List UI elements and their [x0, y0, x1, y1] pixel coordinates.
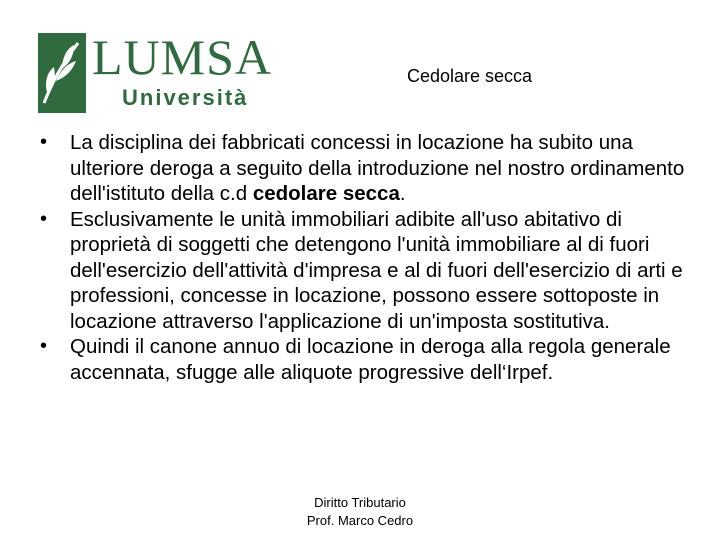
- bullet-bold-text: cedolare secca: [252, 182, 400, 205]
- bullet-marker: •: [40, 207, 48, 230]
- lumsa-leaf-emblem: [38, 33, 86, 113]
- bullet-marker: •: [40, 335, 48, 357]
- bullet-text: Quindi il canone annuo di locazione in deroga alla regola generale accennata, sfugge alle aliquote progressive dell‘Irpef.: [70, 335, 671, 384]
- bullet-item: [40, 130, 688, 207]
- bullet-marker: •: [40, 131, 48, 153]
- bullet-text-end: .: [399, 182, 406, 205]
- slide-footer: [260, 494, 460, 530]
- bullet-item: [40, 207, 688, 335]
- slide-title: Cedolare secca: [407, 66, 533, 86]
- bullet-text: Esclusivamente le unità immobiliari adibite all'uso abitativo di proprietà di soggetti che detengono l'unità immobiliare al di fuori dell'esercizio dell'attività d'impresa e al di fuori dell'esercizio di arti e professioni, concesse in locazione, possono essere sottoposte in locazione attraverso l'applicazione di un'imposta sostitutiva.: [70, 207, 683, 333]
- footer-course: Diritto Tributario: [314, 495, 406, 510]
- bullet-list: [40, 130, 688, 385]
- logo-wordmark: LUMSA: [92, 29, 273, 85]
- footer-professor: Prof. Marco Cedro: [306, 513, 414, 528]
- leaf-icon: [38, 33, 86, 113]
- bullet-item: [40, 334, 688, 385]
- bullet-text: La disciplina dei fabbricati concessi in locazione ha subito una ulteriore deroga a seguito della introduzione nel nostro ordinamento dell'istituto della c.d: [70, 131, 685, 205]
- lumsa-logo: [38, 29, 274, 113]
- logo-subtitle: Università: [122, 85, 249, 110]
